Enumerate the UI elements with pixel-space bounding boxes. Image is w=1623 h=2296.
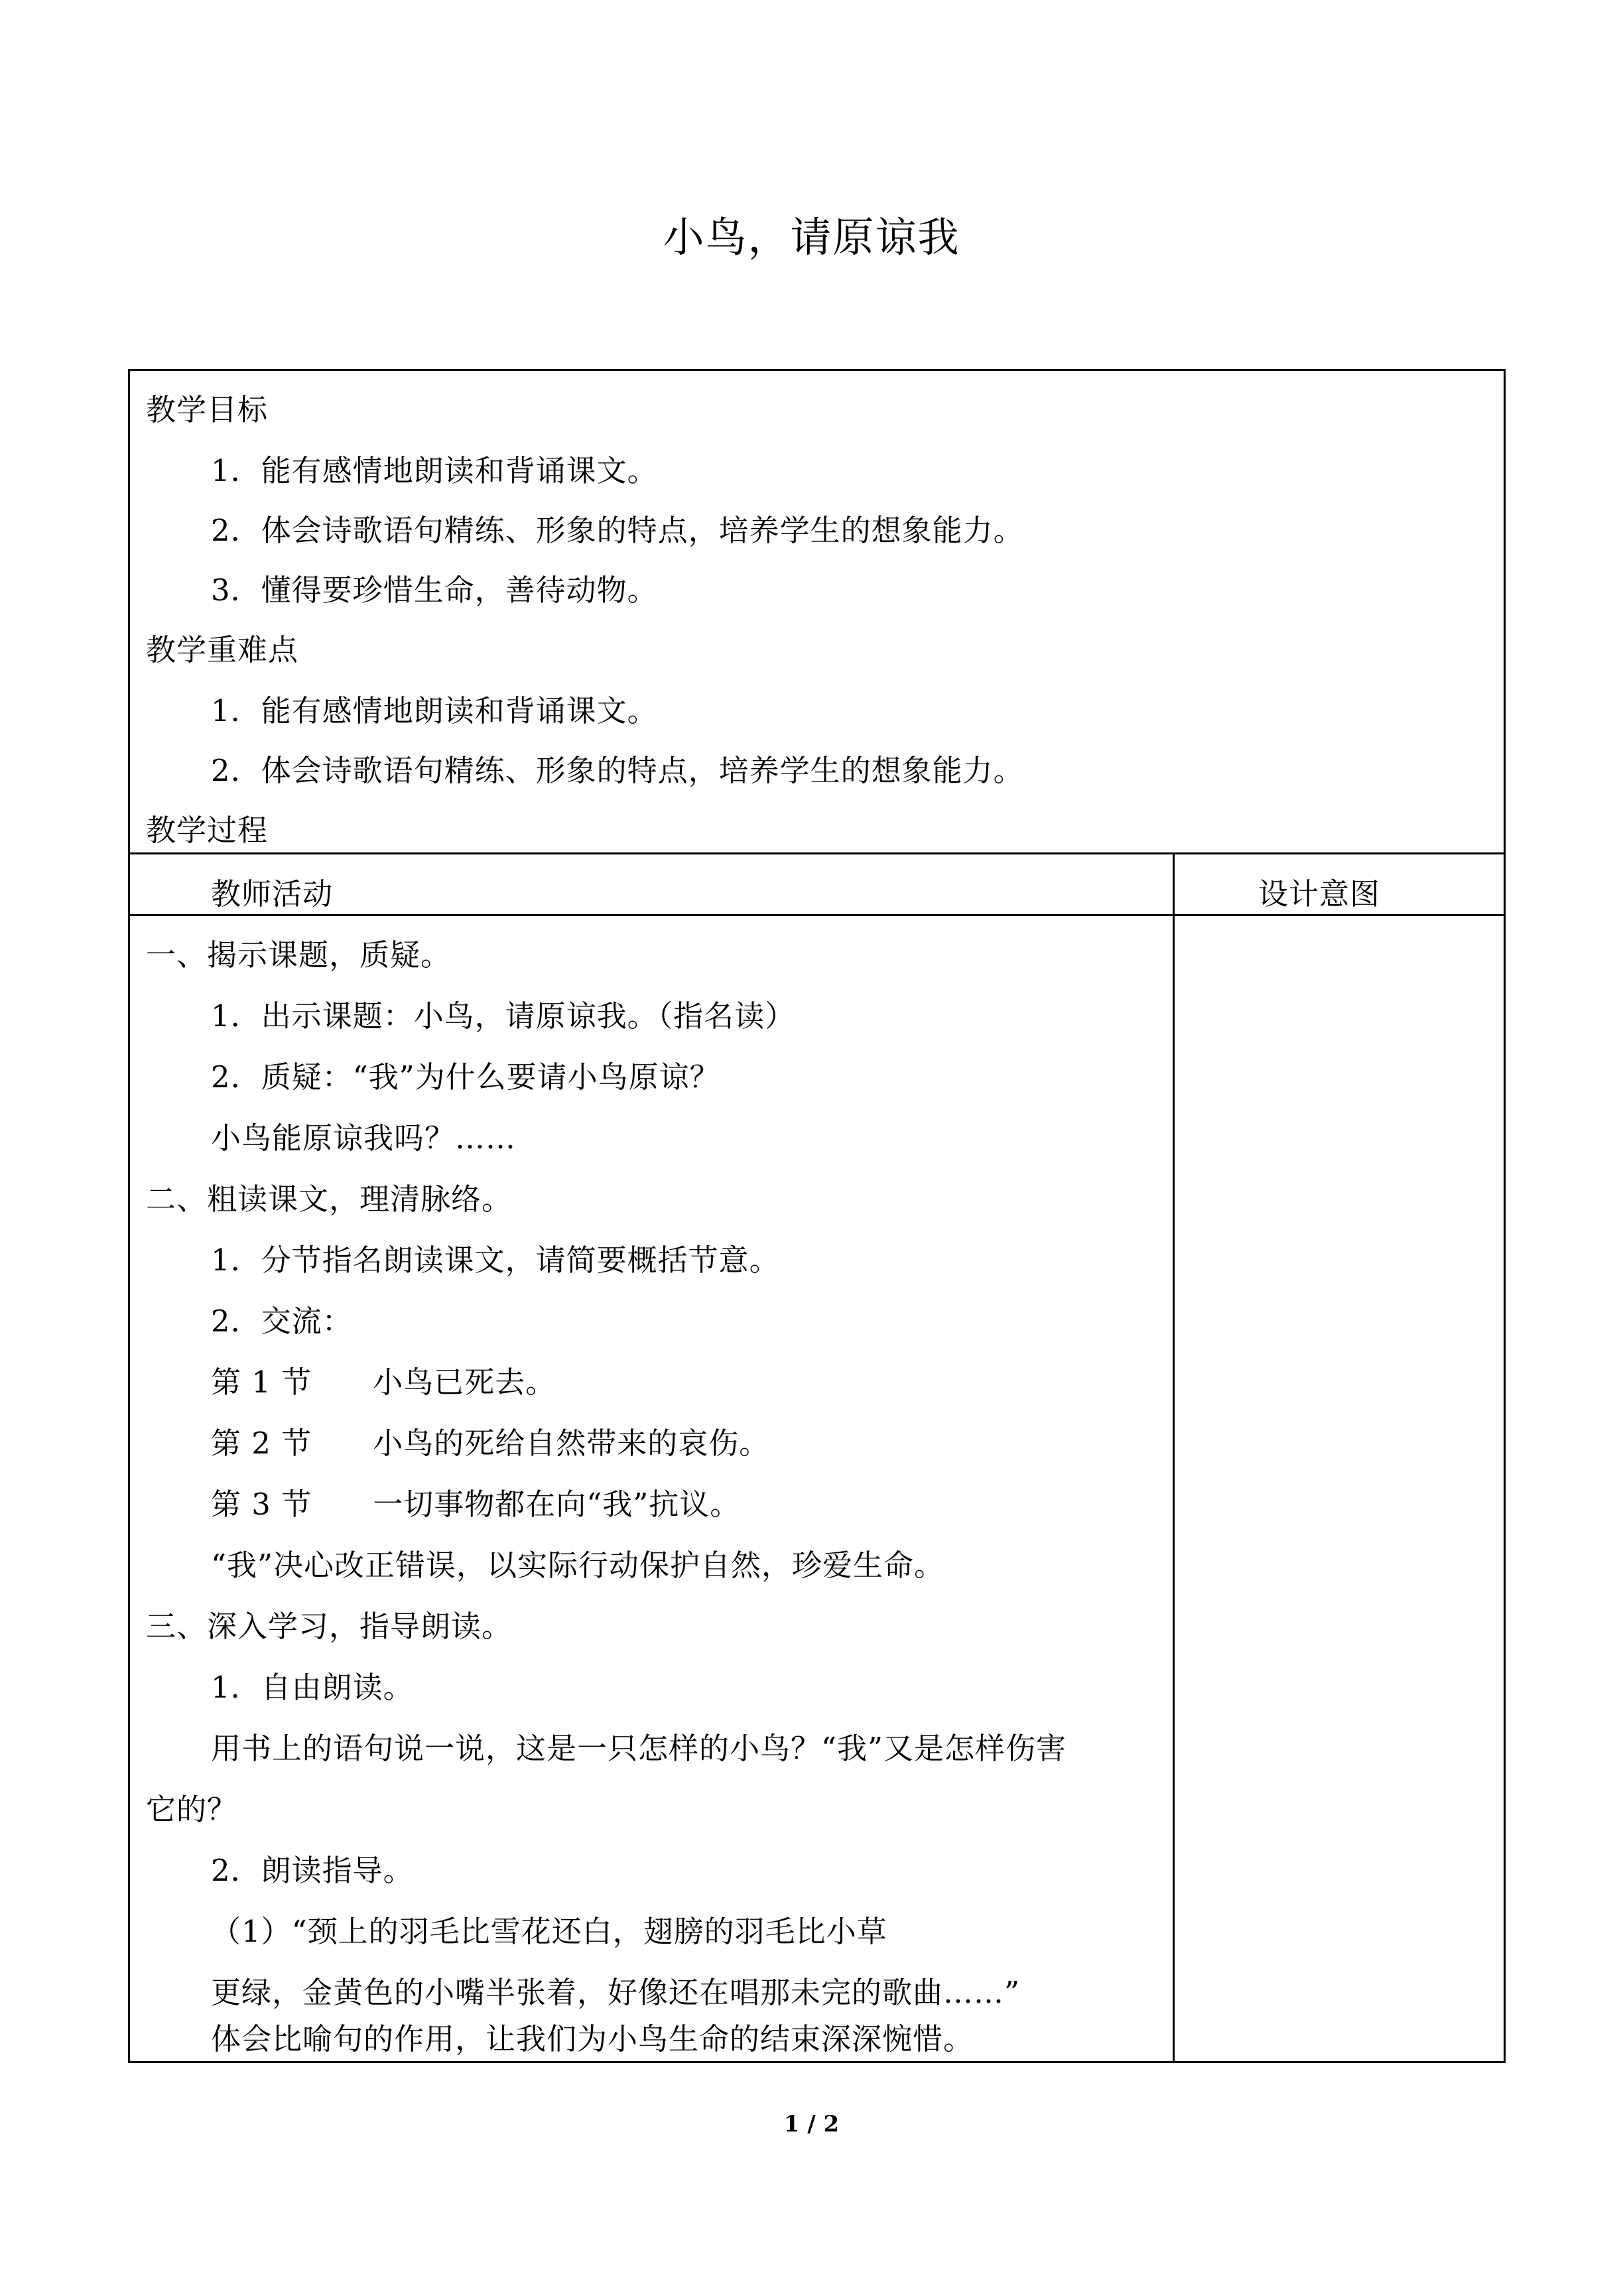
activity-line: 二、粗读课文，理清脉络。 [146, 1182, 513, 1217]
activity-line: 第 1 节 小鸟已死去。 [211, 1365, 556, 1400]
activity-line: 小鸟能原谅我吗？…… [211, 1120, 517, 1156]
page-number: 1 / 2 [783, 2111, 840, 2137]
column-header-design: 设计意图 [1258, 876, 1381, 912]
activity-line: 体会比喻句的作用，让我们为小鸟生命的结束深深惋惜。 [211, 2021, 974, 2057]
activity-line: 1．自由朗读。 [211, 1670, 414, 1705]
activity-line: 2．质疑：“我”为什么要请小鸟原谅？ [211, 1059, 720, 1095]
activity-line: “我”决心改正错误，以实际行动保护自然，珍爱生命。 [211, 1548, 945, 1583]
key-point-item: 2．体会诗歌语句精练、形象的特点，培养学生的想象能力。 [211, 753, 1024, 788]
document-title: 小鸟，请原谅我 [663, 213, 960, 261]
key-point-item: 1．能有感情地朗读和背诵课文。 [211, 693, 658, 728]
activity-line: 更绿，金黄色的小嘴半张着，好像还在唱那未完的歌曲……” [211, 1975, 1021, 2010]
goal-item: 2．体会诗歌语句精练、形象的特点，培养学生的想象能力。 [211, 513, 1024, 548]
activity-line: 1．出示课题：小鸟，请原谅我。（指名读） [211, 998, 796, 1034]
activity-line: 2．交流： [211, 1304, 353, 1339]
goals-heading: 教学目标 [146, 392, 269, 427]
activity-line: 1．分节指名朗读课文，请简要概括节意。 [211, 1243, 780, 1278]
table-column-divider [1173, 852, 1175, 2063]
activity-line: （1）“颈上的羽毛比雪花还白，翅膀的羽毛比小草 [211, 1914, 887, 1949]
goal-item: 3．懂得要珍惜生命，善待动物。 [211, 573, 658, 608]
table-rule-process [128, 852, 1506, 854]
activity-line: 三、深入学习，指导朗读。 [146, 1609, 513, 1644]
goal-item: 1．能有感情地朗读和背诵课文。 [211, 453, 658, 488]
process-heading: 教学过程 [146, 813, 269, 848]
activity-line: 一、揭示课题，质疑。 [146, 937, 452, 973]
activity-line: 2．朗读指导。 [211, 1853, 414, 1888]
activity-line: 第 2 节 小鸟的死给自然带来的哀伤。 [211, 1426, 770, 1461]
table-rule-header [128, 914, 1506, 916]
activity-line: 它的？ [146, 1792, 238, 1827]
key-points-heading: 教学重难点 [146, 632, 299, 667]
activity-line: 用书上的语句说一说，这是一只怎样的小鸟？“我”又是怎样伤害 [211, 1731, 1067, 1766]
activity-line: 第 3 节 一切事物都在向“我”抗议。 [211, 1487, 741, 1522]
column-header-teacher: 教师活动 [211, 876, 334, 912]
